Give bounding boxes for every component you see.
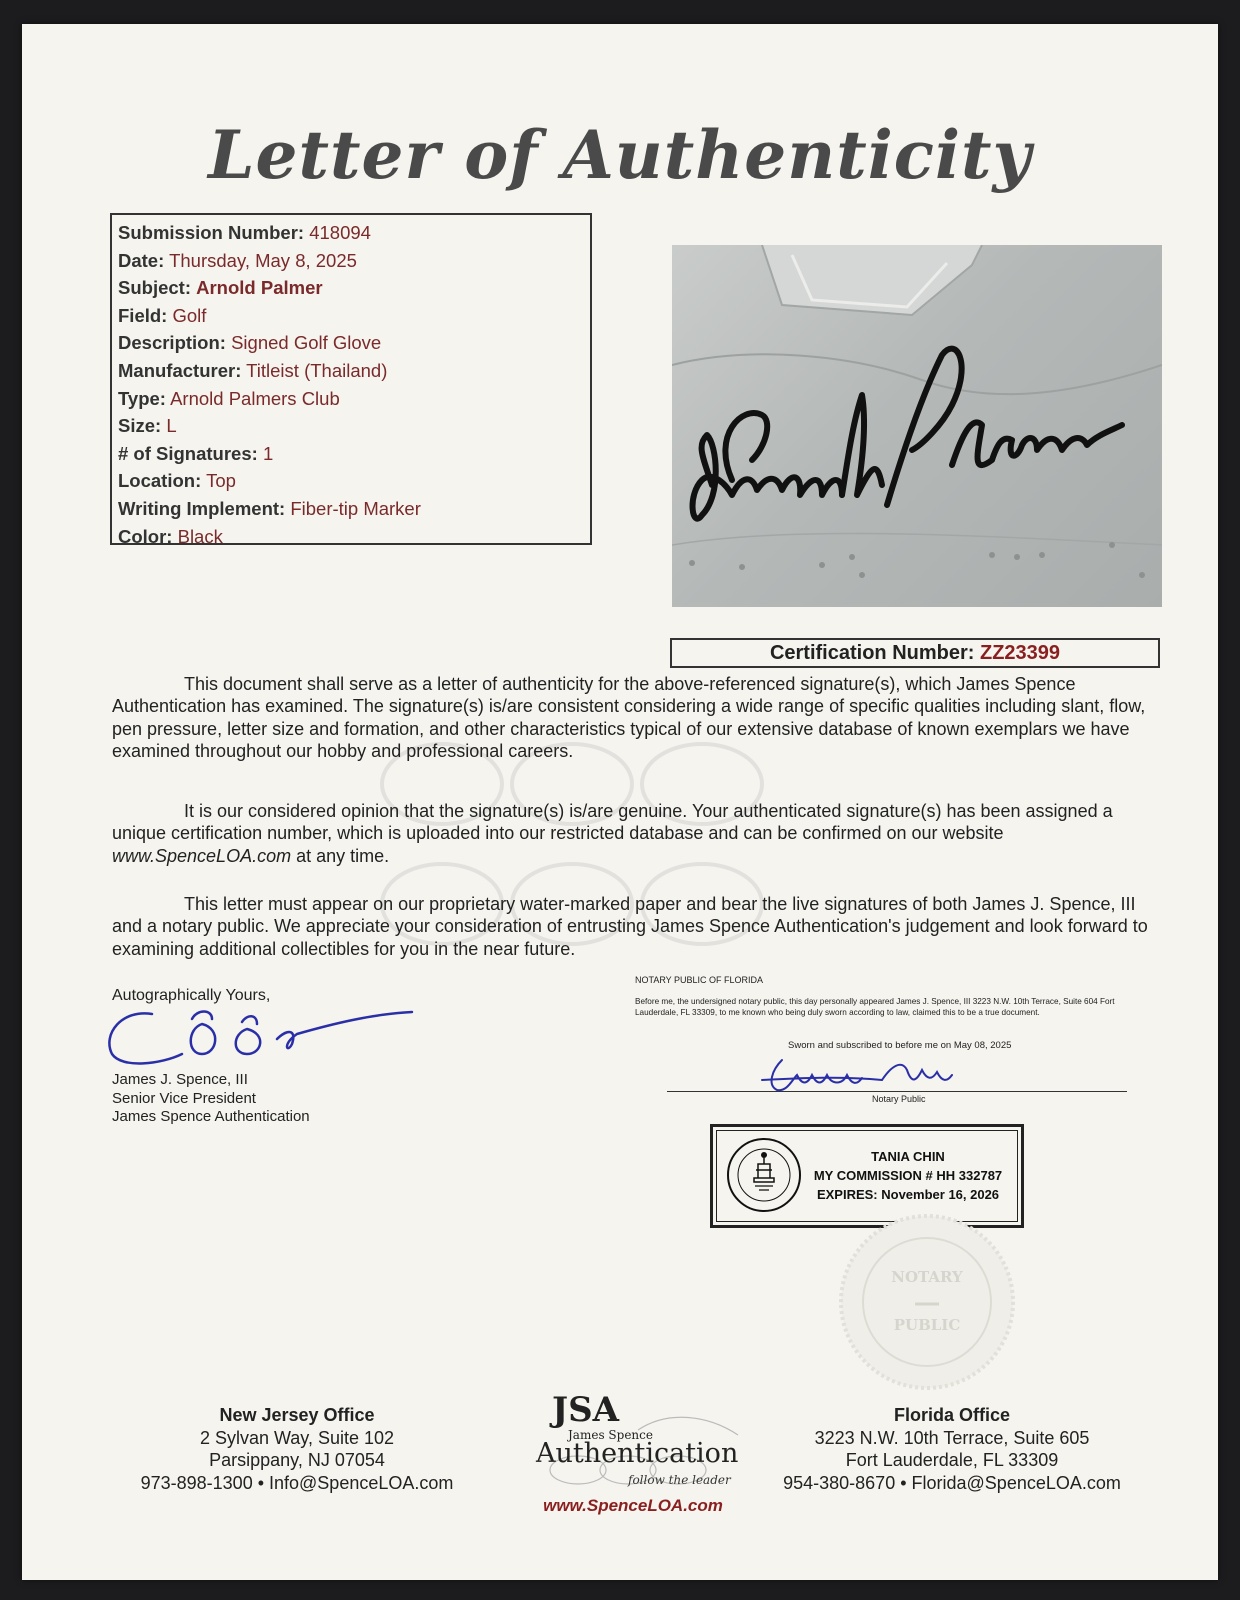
detail-row: Field: Golf [118,304,207,326]
svg-text:NOTARY: NOTARY [891,1268,963,1286]
certification-number: ZZ23399 [979,642,1061,664]
details-box [110,213,592,545]
signer-block: James J. Spence, III Senior Vice President James Spence Authentication [112,1071,310,1125]
nj-office-contact[interactable]: 973-898-1300 • Info@SpenceLOA.com [140,1472,454,1493]
svg-text:PUBLIC: PUBLIC [893,1316,961,1334]
certification-number-box: Certification Number: ZZ23399 [670,638,1160,668]
glove-signature-image [672,245,1162,607]
detail-row: Writing Implement: Fiber-tip Marker [118,497,421,519]
body-paragraph-1: This document shall serve as a letter of authenticity for the above-referenced signature(s), which James Spence Authentication has examined. The signature(s) is/are consistent considering a wide range of specific qualities including slant, flow, pen pressure, letter size and formation, and other characteristics typical of our extensive database of known exemplars we have examined throughout our hobby and professional careers. [112,674,1146,762]
detail-row: Submission Number: 418094 [118,222,371,243]
notary-signature [742,1050,1002,1096]
detail-row: Description: Signed Golf Glove [118,332,382,354]
detail-row: Color: Black [118,525,223,547]
body-paragraph-2: It is our considered opinion that the signature(s) is/are genuine. Your authenticated signature(s) has been assigned a unique certification number, which is uploaded into our restricted database and can be confirmed on our website www.SpenceLOA.com at any time. [112,801,1113,866]
letter-page [22,24,1218,1580]
signed-glove-photo [672,245,1162,607]
website-link[interactable]: www.SpenceLOA.com [112,845,292,866]
spence-signature [82,984,422,1074]
detail-row: Date: Thursday, May 8, 2025 [118,249,357,271]
embossed-notary-seal [837,1212,1017,1392]
closing-text: Autographically Yours, [112,987,271,1004]
notary-public-label: Notary Public [872,1094,926,1104]
notary-signature-line [667,1091,1127,1092]
detail-row: Location: Top [118,470,236,492]
detail-row: # of Signatures: 1 [118,442,274,464]
detail-row: Manufacturer: Titleist (Thailand) [118,359,388,381]
nj-office-block: New Jersey Office 2 Sylvan Way, Suite 102 Parsippany, NJ 07054 973-898-1300 • Info@SpenceLOA.com [112,1404,482,1494]
notary-heading: NOTARY PUBLIC OF FLORIDA [635,975,764,985]
stamp-details: TANIA CHIN MY COMMISSION # HH 332787 EXPIRES: November 16, 2026 [813,1149,1003,1202]
jsa-logo: JSA James Spence Authentication follow the leader www.SpenceLOA.com [518,1390,748,1520]
body-paragraph-3: This letter must appear on our proprietary water-marked paper and bear the live signatures of both James J. Spence, III and a notary public. We appreciate your consideration of entrusting James Spence Authentication's judgement and look forward to examining additional collectibles for you in the near future. [112,894,1148,959]
detail-row: Size: L [118,415,177,437]
notary-statement: Before me, the undersigned notary public, this day personally appeared James J. Spence, III 3223 N.W. 10th Terrace, Suite 604 Fort Lauderdale, FL 33309, to me known who being duly sworn according to law, claimed this to be a true document. [635,997,1115,1017]
page-title: Letter of Authenticity [208,116,1032,194]
detail-row: Subject: Arnold Palmer [118,277,323,299]
sworn-text: Sworn and subscribed to before me on May 08, 2025 [788,1040,1012,1051]
fl-office-contact[interactable]: 954-380-8670 • Florida@SpenceLOA.com [783,1472,1121,1493]
florida-seal-icon [725,1136,803,1214]
logo-website[interactable]: www.SpenceLOA.com [543,1496,723,1515]
detail-row: Type: Arnold Palmers Club [118,387,340,409]
fl-office-block: Florida Office 3223 N.W. 10th Terrace, Suite 605 Fort Lauderdale, FL 33309 954-380-8670 • Florida@SpenceLOA.com [772,1404,1132,1494]
